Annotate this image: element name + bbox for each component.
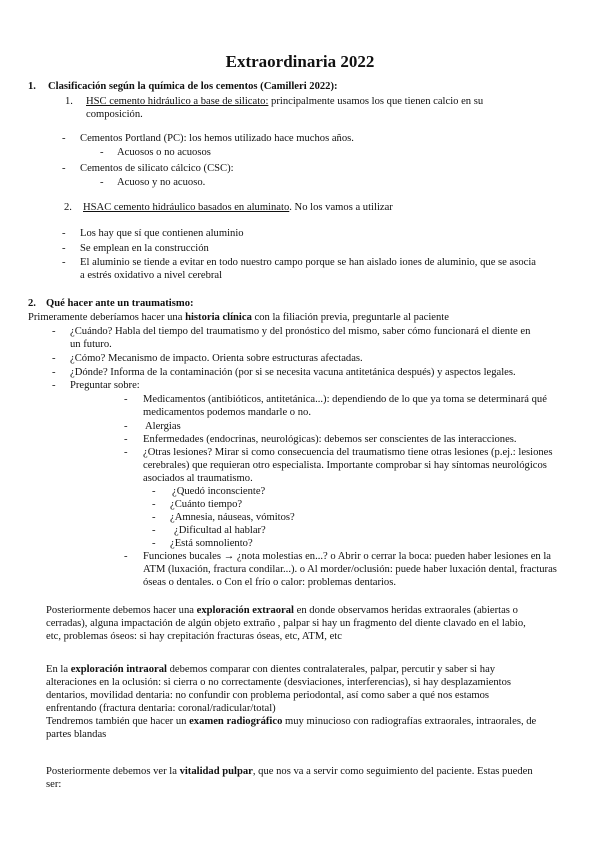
neuro-question-1: ¿Quedó inconsciente? bbox=[172, 486, 266, 497]
dash-bullet: - bbox=[152, 486, 156, 497]
item-1-line bbox=[86, 95, 483, 108]
radiografico-paragraph-2: partes blandas bbox=[46, 729, 107, 740]
funciones-bucales-2: ATM (luxación, fractura condilar...). o Al morder/oclusión: puede haber luxación dental, fracturas bbox=[143, 564, 557, 575]
intraoral-text: En la bbox=[46, 664, 71, 675]
vitalidad-paragraph-1 bbox=[46, 765, 533, 778]
section-2-number: 2. bbox=[28, 298, 36, 309]
dash-bullet: - bbox=[124, 434, 128, 445]
dash-bullet: - bbox=[52, 380, 56, 391]
dash-bullet: - bbox=[52, 326, 56, 337]
section-2-intro bbox=[28, 311, 449, 324]
dash-bullet: - bbox=[124, 421, 128, 432]
intraoral-paragraph-4: enfrentando (fractura dentaria: coronal/radicular/total) bbox=[46, 703, 276, 714]
extraoral-text: Posteriormente debemos hacer una bbox=[46, 605, 197, 616]
dash-bullet: - bbox=[124, 447, 128, 458]
radiografico-text-end: muy minucioso con radiografías extraorales, intraorales, de bbox=[282, 716, 537, 727]
dash-bullet: - bbox=[124, 394, 128, 405]
item-2-number: 2. bbox=[64, 202, 72, 213]
medicamentos-1: Medicamentos (antibióticos, antitetánica...): dependiendo de lo que ya toma se determinará qué bbox=[143, 394, 547, 405]
dash-bullet: - bbox=[62, 257, 66, 268]
question-cuando-2: un futuro. bbox=[70, 339, 112, 350]
cement-csc: Cementos de silicato cálcico (CSC): bbox=[80, 163, 234, 174]
medicamentos-2: medicamentos podemos mandarle o no. bbox=[143, 407, 311, 418]
dash-bullet: - bbox=[62, 243, 66, 254]
extraoral-paragraph-3: etc, problemas óseos: si hay crepitación fracturas óseas, etc, ATM, etc bbox=[46, 631, 342, 642]
extraoral-text-end: en donde observamos heridas extraorales (abiertas o bbox=[294, 605, 518, 616]
cement-portland: Cementos Portland (PC): los hemos utilizado hace muchos años. bbox=[80, 133, 354, 144]
aluminio-bullet-1: Los hay que sí que contienen aluminio bbox=[80, 228, 244, 239]
radiografico-bold: examen radiográfico bbox=[189, 716, 283, 727]
dash-bullet: - bbox=[152, 538, 156, 549]
item-1-text-2: composición. bbox=[86, 109, 143, 120]
intro-text-end: con la filiación previa, preguntarle al paciente bbox=[251, 312, 449, 323]
cement-portland-sub: Acuosos o no acuosos bbox=[117, 147, 211, 158]
otras-lesiones-2: cerebrales) que requieran otro especialista. Importante comprobar si hay síntomas neurológicos bbox=[143, 460, 547, 471]
neuro-question-4: ¿Dificultad al hablar? bbox=[174, 525, 266, 536]
dash-bullet: - bbox=[152, 499, 156, 510]
otras-lesiones-1: ¿Otras lesiones? Mirar si como consecuencia del traumatismo tiene otras lesiones (p.ej.: lesiones bbox=[143, 447, 553, 458]
extraoral-bold: exploración extraoral bbox=[196, 605, 295, 616]
funciones-bucales-3: óseas o dentales. o Con el frío o calor: problemas dentarios. bbox=[143, 577, 397, 588]
dash-bullet: - bbox=[152, 512, 156, 523]
intraoral-text-end: debemos comparar con dientes contralaterales, palpar, percutir y saber si hay bbox=[166, 664, 496, 675]
dash-bullet: - bbox=[100, 147, 104, 158]
enfermedades: Enfermedades (endocrinas, neurológicas): debemos ser conscientes de las interacciones. bbox=[143, 434, 517, 445]
intraoral-paragraph-3: dentarios, movilidad dentaria: no confundir con problema periodontal, así como saber a qué nos estamos bbox=[46, 690, 490, 701]
dash-bullet: - bbox=[62, 163, 66, 174]
aluminio-bullet-3a: El aluminio se tiende a evitar en todo nuestro campo porque se han aislado iones de aluminio, que se asocia bbox=[80, 257, 536, 268]
neuro-question-5: ¿Está somnoliento? bbox=[170, 538, 253, 549]
alergias: Alergias bbox=[145, 421, 181, 432]
dash-bullet: - bbox=[52, 367, 56, 378]
otras-lesiones-3: asociados al traumatismo. bbox=[143, 473, 253, 484]
section-1-heading: Clasificación según la química de los cementos (Camilleri 2022): bbox=[48, 81, 338, 92]
aluminio-bullet-3b: a estrés oxidativo a nivel cerebral bbox=[80, 270, 223, 281]
extraoral-paragraph-2: cerradas), alguna impactación de algún objeto extraño , palpar si hay un fragmento del diente clavado en el labio, bbox=[46, 618, 526, 629]
page-title: Extraordinaria 2022 bbox=[225, 52, 375, 71]
funciones-bucales-1: Funciones bucales → ¿nota molestias en...? o Abrir o cerrar la boca: pueden haber lesiones en la bbox=[143, 551, 552, 562]
vitalidad-text-end: , que nos va a servir como seguimiento del paciente. Estas pueden bbox=[252, 766, 533, 777]
dash-bullet: - bbox=[152, 525, 156, 536]
neuro-question-3: ¿Amnesia, náuseas, vómitos? bbox=[170, 512, 295, 523]
dash-bullet: - bbox=[62, 133, 66, 144]
section-1-number: 1. bbox=[28, 81, 36, 92]
question-donde: ¿Dónde? Informa de la contaminación (por si se necesita vacuna antitetánica después) y aspectos legales. bbox=[70, 367, 516, 378]
radiografico-text: Tendremos también que hacer un bbox=[46, 716, 190, 727]
item-2-line bbox=[83, 201, 393, 214]
vitalidad-bold: vitalidad pulpar bbox=[179, 766, 253, 777]
extraoral-paragraph-1 bbox=[46, 604, 518, 617]
cement-csc-sub: Acuoso y no acuoso. bbox=[117, 177, 206, 188]
intraoral-paragraph-1 bbox=[46, 663, 495, 676]
item-2-text: . No los vamos a utilizar bbox=[289, 202, 393, 213]
section-2-heading: Qué hacer ante un traumatismo: bbox=[46, 298, 194, 309]
question-preguntar: Preguntar sobre: bbox=[70, 380, 140, 391]
item-1-number: 1. bbox=[65, 96, 73, 107]
intro-text: Primeramente deberíamos hacer una bbox=[28, 312, 186, 323]
vitalidad-paragraph-2: ser: bbox=[46, 779, 62, 790]
aluminio-bullet-2: Se emplean en la construcción bbox=[80, 243, 209, 254]
question-como: ¿Cómo? Mecanismo de impacto. Orienta sobre estructuras afectadas. bbox=[70, 353, 363, 364]
item-1-underlined: HSC cemento hidráulico a base de silicato: bbox=[86, 96, 269, 107]
intro-bold: historia clínica bbox=[185, 312, 252, 323]
intraoral-paragraph-2: alteraciones en la oclusión: si cierra o no correctamente (desviaciones, interferencias), si hay desplazamientos bbox=[46, 677, 512, 688]
dash-bullet: - bbox=[100, 177, 104, 188]
dash-bullet: - bbox=[62, 228, 66, 239]
item-1-text: principalmente usamos los que tienen calcio en su bbox=[268, 96, 484, 107]
vitalidad-text: Posteriormente debemos ver la bbox=[46, 766, 180, 777]
neuro-question-2: ¿Cuánto tiempo? bbox=[170, 499, 243, 510]
dash-bullet: - bbox=[52, 353, 56, 364]
item-2-underlined: HSAC cemento hidráulico basados en aluminato bbox=[83, 202, 290, 213]
radiografico-paragraph-1 bbox=[46, 715, 536, 728]
intraoral-bold: exploración intraoral bbox=[70, 664, 167, 675]
dash-bullet: - bbox=[124, 551, 128, 562]
question-cuando: ¿Cuándo? Habla del tiempo del traumatismo y del pronóstico del mismo, saber cómo funcionará el diente en bbox=[70, 326, 531, 337]
